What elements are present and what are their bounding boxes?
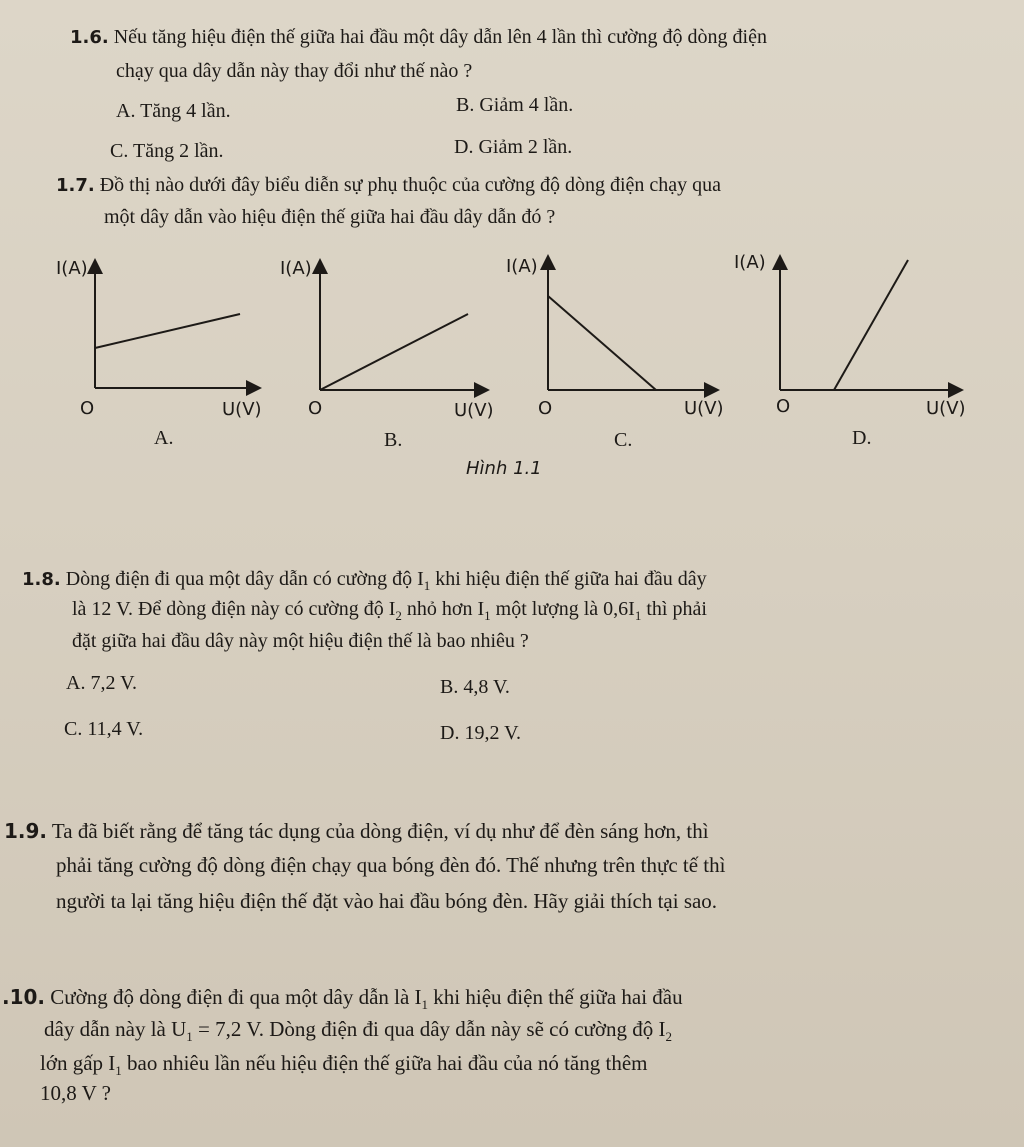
question-number: .10. [2, 985, 46, 1009]
question-1-10-line3 [40, 1048, 1010, 1081]
option-c: C. 11,4 V. [64, 718, 144, 740]
question-number: 1.9. [4, 819, 48, 843]
line1-part-b: khi hiệu điện thế giữa hai đầu [428, 985, 683, 1009]
graph-letter: A. [154, 427, 174, 449]
line1-part-a: Dòng điện đi qua một dây dẫn có cường độ I [65, 568, 424, 590]
line2-part-b: = 7,2 V. Dòng điện đi qua dây dẫn này sẽ có cường độ I [192, 1017, 666, 1041]
graph-d [734, 252, 966, 449]
question-1-6-line2: chạy qua dây dẫn này thay đổi như thế nào ? [116, 60, 473, 82]
question-1-8-line2 [72, 594, 1012, 626]
subscript: 1 [423, 578, 431, 593]
graph-line [834, 260, 908, 390]
x-axis-label: U(V) [684, 398, 724, 419]
question-1-7-line2: một dây dẫn vào hiệu điện thế giữa hai đầu dây dẫn đó ? [104, 206, 556, 228]
x-axis-label: U(V) [222, 399, 262, 420]
graph-c [506, 256, 724, 451]
line2-part-b: nhỏ hơn I [401, 598, 485, 620]
line2-part-c: một lượng là 0,6I [490, 598, 635, 620]
line2-part-d: thì phải [641, 598, 707, 620]
line2-part-a: là 12 V. Để dòng điện này có cường độ I [72, 598, 396, 620]
origin-label: O [538, 398, 553, 419]
question-number: 1.6. [70, 27, 109, 48]
option-a: A. Tăng 4 lần. [116, 100, 231, 122]
question-text: Đồ thị nào dưới đây biểu diễn sự phụ thuộc của cường độ dòng điện chạy qua [99, 174, 722, 196]
question-1-8 [22, 564, 1012, 596]
question-1-9-line2: phải tăng cường độ dòng điện chạy qua bóng đèn đó. Thế nhưng trên thực tế thì [56, 853, 726, 877]
option-d: D. Giảm 2 lần. [454, 136, 573, 158]
question-number: 1.7. [56, 175, 95, 196]
question-1-9 [4, 816, 1004, 847]
origin-label: O [308, 398, 323, 419]
question-1-10-line4: 10,8 V ? [40, 1081, 111, 1105]
line3-part-b: bao nhiêu lần nếu hiệu điện thế giữa hai đầu của nó tăng thêm [121, 1051, 648, 1075]
x-axis-label: U(V) [926, 398, 966, 419]
y-axis-label: I(A) [506, 256, 538, 277]
subscript: 1 [186, 1029, 193, 1044]
y-axis-label: I(A) [734, 252, 766, 273]
graph-letter: B. [384, 429, 403, 451]
graph-a [56, 258, 262, 449]
line3-part-a: lớn gấp I [40, 1051, 116, 1075]
question-1-8-line3: đặt giữa hai đầu dây này một hiệu điện thế là bao nhiêu ? [72, 630, 529, 652]
subscript: 1 [634, 608, 642, 623]
option-b: B. Giảm 4 lần. [456, 94, 574, 116]
graph-line [320, 314, 468, 390]
subscript: 1 [484, 608, 491, 623]
subscript: 1 [115, 1063, 122, 1078]
option-d: D. 19,2 V. [440, 722, 521, 744]
x-axis-label: U(V) [454, 400, 494, 421]
option-b: B. 4,8 V. [440, 676, 510, 698]
figure-1-1 [0, 0, 1024, 470]
question-1-9-line3: người ta lại tăng hiệu điện thế đặt vào hai đầu bóng đèn. Hãy giải thích tại sao. [56, 889, 718, 913]
y-axis-label: I(A) [56, 258, 88, 279]
graph-letter: C. [614, 429, 633, 451]
figure-caption: Hình 1.1 [466, 458, 542, 479]
option-c: C. Tăng 2 lần. [110, 140, 224, 162]
line1-part-b: khi hiệu điện thế giữa hai đầu dây [430, 568, 707, 590]
option-a: A. 7,2 V. [66, 672, 137, 694]
graph-letter: D. [852, 427, 872, 449]
subscript: 2 [395, 608, 402, 623]
subscript: 2 [665, 1029, 673, 1044]
question-1-10-line2 [44, 1014, 1014, 1047]
origin-label: O [80, 398, 95, 419]
origin-label: O [776, 396, 791, 417]
subscript: 1 [421, 997, 429, 1012]
line2-part-a: dây dẫn này là U [44, 1017, 187, 1041]
line1-part-a: Cường độ dòng điện đi qua một dây dẫn là I [50, 985, 422, 1009]
question-text: Nếu tăng hiệu điện thế giữa hai đầu một dây dẫn lên 4 lần thì cường độ dòng điện [113, 26, 767, 48]
graph-line [548, 296, 656, 390]
line1: Ta đã biết rằng để tăng tác dụng của dòng điện, ví dụ như để đèn sáng hơn, thì [51, 819, 709, 843]
question-1-10 [2, 982, 1012, 1015]
graph-line [95, 314, 240, 348]
y-axis-label: I(A) [280, 258, 312, 279]
question-number: 1.8. [22, 569, 61, 590]
graph-b [280, 258, 494, 451]
